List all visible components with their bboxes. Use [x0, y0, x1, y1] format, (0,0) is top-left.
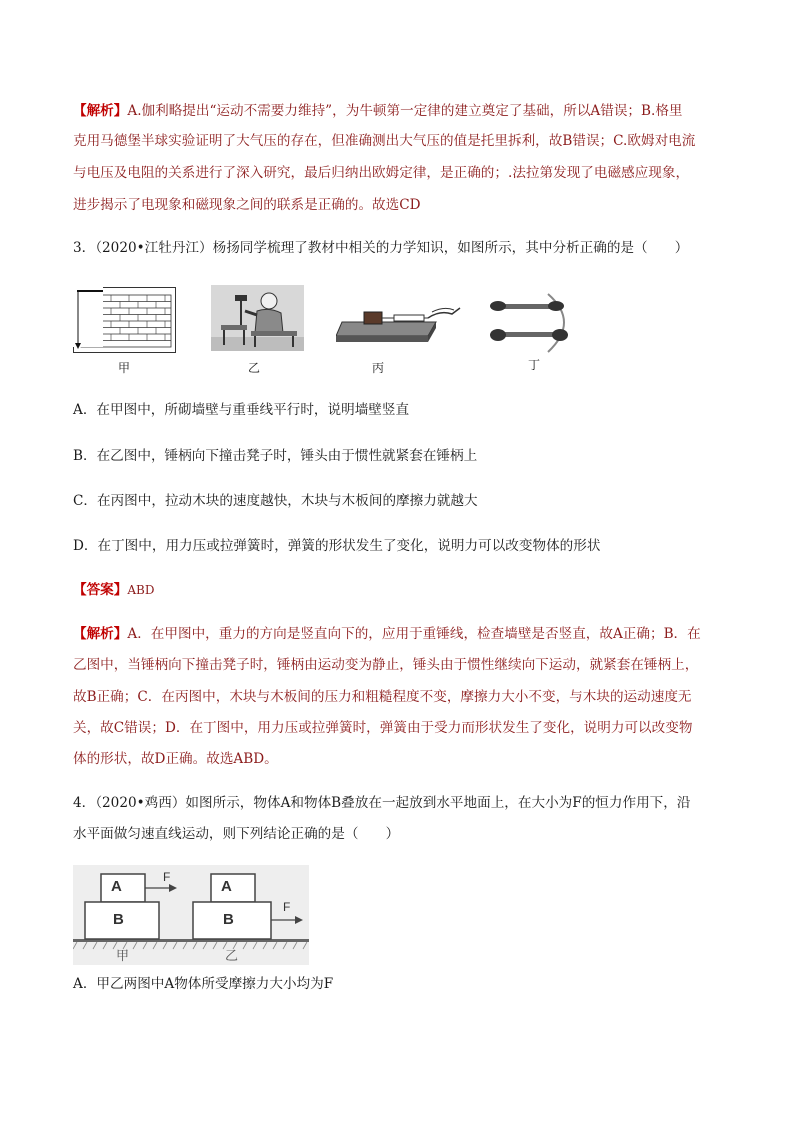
label-f-jia: F	[163, 870, 171, 884]
figure-ding-spring	[488, 290, 578, 354]
q3-option-d: D．在丁图中，用力压或拉弹簧时，弹簧的形状发生了变化，说明力可以改变物体的形状	[73, 538, 601, 554]
caption-jia: 甲	[117, 361, 130, 375]
question-4-stem-line-2: 水平面做匀速直线运动，则下列结论正确的是（ ）	[73, 826, 400, 842]
q3-analysis-line-2: 乙图中，当锤柄向下撞击凳子时，锤柄由运动变为静止，锤头由于惯性继续向下运动，就紧套在锤柄上，	[73, 657, 699, 673]
block-a-jia	[101, 874, 145, 902]
q3-answer	[73, 580, 154, 600]
q3-option-c: C．在丙图中，拉动木块的速度越快，木块与木板间的摩擦力就越大	[73, 493, 478, 509]
figure-yi-hammer	[211, 285, 304, 351]
q3-option-a: A．在甲图中，所砌墙壁与重垂线平行时，说明墙壁竖直	[73, 402, 410, 418]
analysis-1-line-4: 进步揭示了电现象和磁现象之间的联系是正确的。故选CD	[73, 197, 421, 213]
label-b-yi: B	[223, 911, 234, 928]
analysis-1-line-2: 克用马德堡半球实验证明了大气压的存在，但准确测出大气压的值是托里拆利，故B错误；C.欧姆对电流	[73, 133, 696, 149]
caption-bing: 丙	[371, 361, 384, 375]
label-f-yi: F	[283, 900, 291, 914]
caption-ding: 丁	[527, 358, 540, 372]
figure-q4-blocks	[73, 865, 309, 965]
block-a-yi	[211, 874, 255, 902]
analysis-1-line-3: 与电压及电阻的关系进行了深入研究，最后归纳出欧姆定律，是正确的；.法拉第发现了电磁感应现象，	[73, 165, 690, 181]
q4-option-a: A．甲乙两图中A物体所受摩擦力大小均为F	[73, 976, 334, 992]
q3-analysis-line-1: 【解析】A．在甲图中，重力的方向是竖直向下的，应用于重锤线，检查墙壁是否竖直，故A正确；B．在	[73, 626, 701, 642]
caption-q4-jia: 甲	[116, 949, 130, 964]
caption-yi: 乙	[247, 361, 260, 375]
label-a-yi: A	[221, 878, 232, 895]
label-a-jia: A	[111, 878, 122, 895]
answer-tag: 【答案】	[73, 582, 128, 598]
q3-analysis-line-3: 故B正确；C．在丙图中，木块与木板间的压力和粗糙程度不变，摩擦力大小不变，与木块的运动速度无	[73, 689, 692, 705]
label-b-jia: B	[113, 911, 124, 928]
q3-analysis-line-5: 体的形状，故D正确。故选ABD。	[73, 751, 278, 767]
figure-bing-block	[336, 292, 462, 348]
caption-q4-yi: 乙	[225, 949, 239, 964]
figure-jia-wall	[73, 287, 176, 353]
analysis-tag: 【解析】	[73, 103, 128, 119]
question-3-stem: 3．（2020•江牡丹江）杨扬同学梳理了教材中相关的力学知识，如图所示，其中分析正确的是（ ）	[73, 240, 689, 256]
q3-analysis-line-4: 关，故C错误；D．在丁图中，用力压或拉弹簧时，弹簧由于受力而形状发生了变化，说明力可以改变物	[73, 720, 693, 736]
answer-value: ABD	[127, 583, 155, 597]
question-4-stem-line-1: 4．（2020•鸡西）如图所示，物体A和物体B叠放在一起放到水平地面上，在大小为F的恒力作用下，沿	[73, 795, 691, 811]
analysis-1-line-1: 【解析】A.伽利略提出“运动不需要力维持”，为牛顿第一定律的建立奠定了基础，所以A错误；B.格里	[73, 103, 683, 119]
q3-option-b: B．在乙图中，锤柄向下撞击凳子时，锤头由于惯性就紧套在锤柄上	[73, 448, 478, 464]
